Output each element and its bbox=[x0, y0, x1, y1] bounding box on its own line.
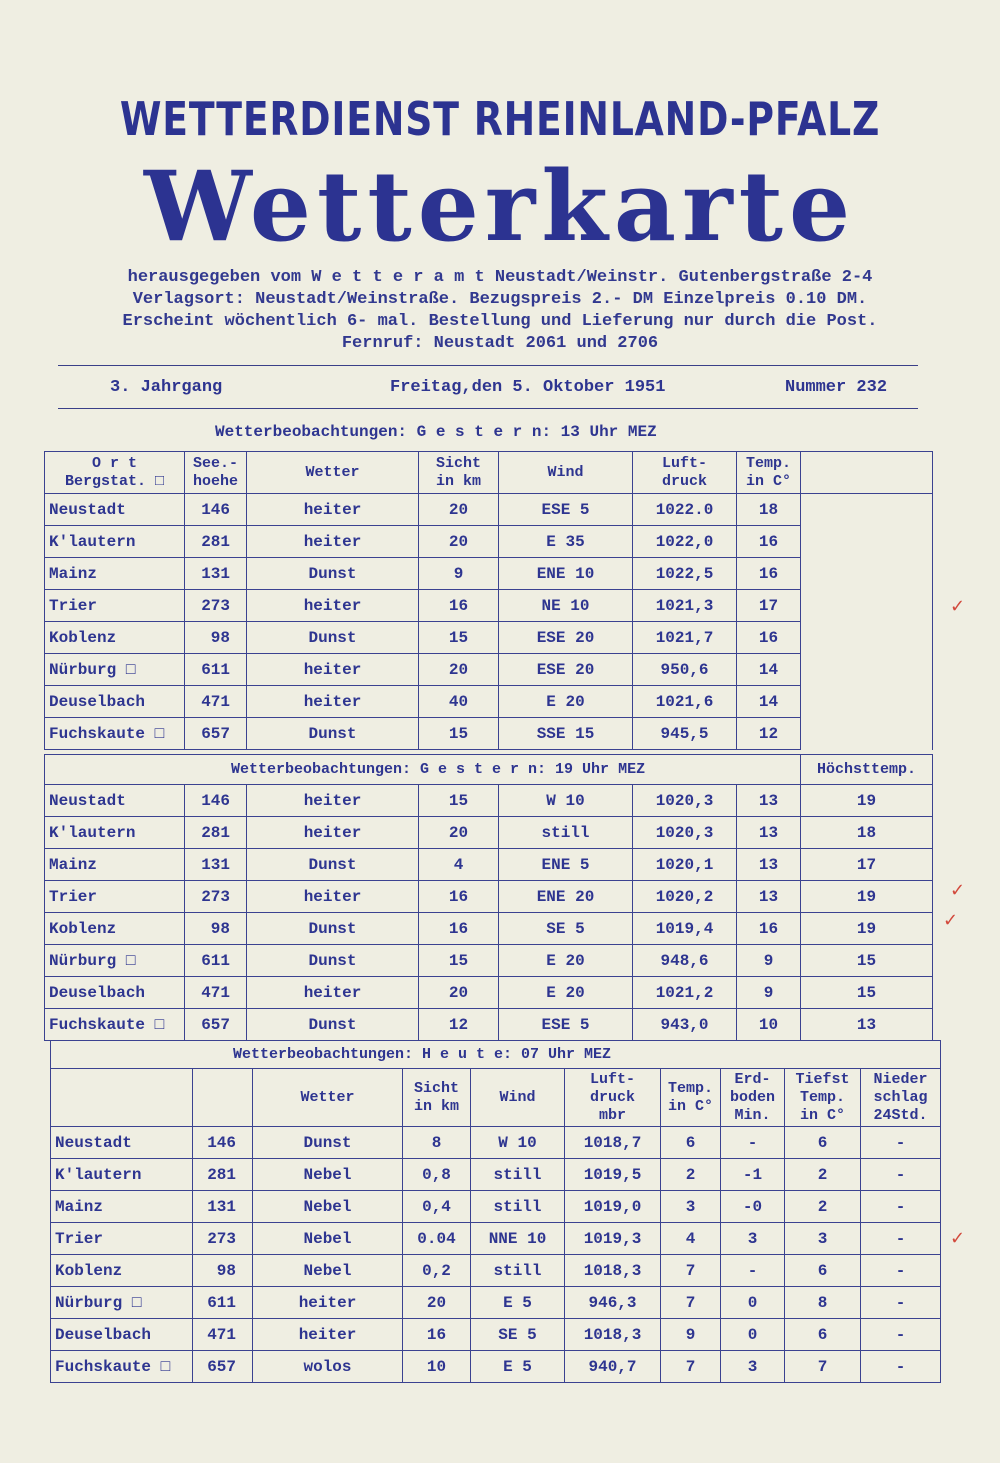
cell07h-col8: - bbox=[721, 1127, 785, 1159]
cell07h-wind: still bbox=[471, 1255, 565, 1287]
cell19h-wind: ENE 20 bbox=[499, 881, 633, 913]
cell19h-col8: 18 bbox=[801, 817, 933, 849]
cell07h-station: Neustadt bbox=[51, 1127, 193, 1159]
cell07h-wind: W 10 bbox=[471, 1127, 565, 1159]
cell13h-altitude: 146 bbox=[185, 494, 247, 526]
cell19h-weather: Dunst bbox=[247, 849, 419, 881]
col07h-header-2: Wetter bbox=[253, 1069, 403, 1127]
col13h-header-0: O r t Bergstat. □ bbox=[45, 452, 185, 494]
cell13h-temperature: 14 bbox=[737, 686, 801, 718]
table-row bbox=[45, 526, 933, 558]
cell07h-wind: E 5 bbox=[471, 1351, 565, 1383]
check-mark: ✓ bbox=[950, 1228, 966, 1249]
cell07h-col9: 6 bbox=[785, 1255, 861, 1287]
cell19h-wind: E 20 bbox=[499, 977, 633, 1009]
cell07h-altitude: 146 bbox=[193, 1127, 253, 1159]
cell13h-wind: SSE 15 bbox=[499, 718, 633, 750]
cell07h-wind: still bbox=[471, 1159, 565, 1191]
cell07h-temperature: 4 bbox=[661, 1223, 721, 1255]
cell13h-visibility: 15 bbox=[419, 622, 499, 654]
cell07h-altitude: 657 bbox=[193, 1351, 253, 1383]
cell19h-weather: Dunst bbox=[247, 945, 419, 977]
cell13h-wind: ESE 20 bbox=[499, 622, 633, 654]
cell19h-altitude: 273 bbox=[185, 881, 247, 913]
cell13h-pressure: 1021,7 bbox=[633, 622, 737, 654]
cell07h-altitude: 281 bbox=[193, 1159, 253, 1191]
table-row bbox=[45, 718, 933, 750]
cell19h-pressure: 1020,1 bbox=[633, 849, 737, 881]
table-row bbox=[45, 913, 933, 945]
table-row bbox=[45, 849, 933, 881]
cell07h-altitude: 611 bbox=[193, 1287, 253, 1319]
table-row bbox=[45, 590, 933, 622]
cell19h-altitude: 98 bbox=[185, 913, 247, 945]
check-mark: ✓ bbox=[950, 880, 966, 901]
cell19h-temperature: 9 bbox=[737, 945, 801, 977]
cell13h-pressure: 1022.0 bbox=[633, 494, 737, 526]
cell19h-altitude: 657 bbox=[185, 1009, 247, 1041]
cell13h-temperature: 16 bbox=[737, 622, 801, 654]
cell07h-temperature: 7 bbox=[661, 1255, 721, 1287]
cell19h-col8: 17 bbox=[801, 849, 933, 881]
cell13h-wind: ESE 20 bbox=[499, 654, 633, 686]
schedule-line: Erscheint wöchentlich 6- mal. Bestellung und Lieferung nur durch die Post. bbox=[122, 312, 878, 331]
cell07h-weather: heiter bbox=[253, 1287, 403, 1319]
header-rule-top bbox=[58, 365, 918, 366]
cell19h-weather: Dunst bbox=[247, 913, 419, 945]
cell07h-visibility: 0,4 bbox=[403, 1191, 471, 1223]
cell07h-weather: Nebel bbox=[253, 1159, 403, 1191]
cell13h-pressure: 950,6 bbox=[633, 654, 737, 686]
table-row bbox=[45, 785, 933, 817]
cell07h-temperature: 7 bbox=[661, 1351, 721, 1383]
cell19h-temperature: 13 bbox=[737, 849, 801, 881]
cell19h-col8: 15 bbox=[801, 977, 933, 1009]
cell13h-visibility: 20 bbox=[419, 494, 499, 526]
cell19h-temperature: 13 bbox=[737, 817, 801, 849]
observations-19h-table bbox=[44, 754, 933, 1041]
cell19h-temperature: 13 bbox=[737, 785, 801, 817]
cell07h-station: Fuchskaute □ bbox=[51, 1351, 193, 1383]
cell19h-visibility: 15 bbox=[419, 785, 499, 817]
cell13h-station: Deuselbach bbox=[45, 686, 185, 718]
blank-cell bbox=[801, 558, 933, 590]
issue-volume: 3. Jahrgang bbox=[110, 378, 223, 397]
cell07h-wind: SE 5 bbox=[471, 1319, 565, 1351]
check-mark: ✓ bbox=[950, 596, 966, 617]
col13h-header-7 bbox=[801, 452, 933, 494]
cell07h-weather: Nebel bbox=[253, 1191, 403, 1223]
cell19h-temperature: 13 bbox=[737, 881, 801, 913]
cell19h-weather: heiter bbox=[247, 881, 419, 913]
cell19h-station: Deuselbach bbox=[45, 977, 185, 1009]
cell19h-visibility: 20 bbox=[419, 817, 499, 849]
cell13h-temperature: 16 bbox=[737, 558, 801, 590]
issue-number: Nummer 232 bbox=[785, 378, 888, 397]
cell19h-weather: heiter bbox=[247, 817, 419, 849]
max-temp-header: Höchsttemp. bbox=[801, 755, 933, 785]
cell13h-weather: heiter bbox=[247, 654, 419, 686]
cell19h-weather: heiter bbox=[247, 785, 419, 817]
cell19h-station: Neustadt bbox=[45, 785, 185, 817]
cell07h-temperature: 3 bbox=[661, 1191, 721, 1223]
cell19h-visibility: 16 bbox=[419, 881, 499, 913]
cell07h-altitude: 471 bbox=[193, 1319, 253, 1351]
cell13h-wind: ENE 10 bbox=[499, 558, 633, 590]
table-row bbox=[45, 1009, 933, 1041]
table-row bbox=[51, 1127, 941, 1159]
place-line: Verlagsort: Neustadt/Weinstraße. Bezugspreis 2.- DM Einzelpreis 0.10 DM. bbox=[132, 290, 868, 309]
cell07h-visibility: 10 bbox=[403, 1351, 471, 1383]
cell13h-weather: heiter bbox=[247, 526, 419, 558]
cell07h-col8: 3 bbox=[721, 1223, 785, 1255]
blank-cell bbox=[801, 622, 933, 654]
cell13h-station: Nürburg □ bbox=[45, 654, 185, 686]
cell19h-pressure: 1021,2 bbox=[633, 977, 737, 1009]
cell07h-pressure: 940,7 bbox=[565, 1351, 661, 1383]
cell19h-wind: ENE 5 bbox=[499, 849, 633, 881]
cell07h-col10: - bbox=[861, 1127, 941, 1159]
col07h-header-5: Luft- druck mbr bbox=[565, 1069, 661, 1127]
cell07h-col10: - bbox=[861, 1255, 941, 1287]
cell13h-visibility: 40 bbox=[419, 686, 499, 718]
col13h-header-1: See.- hoehe bbox=[185, 452, 247, 494]
cell13h-temperature: 18 bbox=[737, 494, 801, 526]
cell07h-altitude: 131 bbox=[193, 1191, 253, 1223]
cell07h-station: Trier bbox=[51, 1223, 193, 1255]
cell19h-weather: Dunst bbox=[247, 1009, 419, 1041]
cell07h-col10: - bbox=[861, 1159, 941, 1191]
cell07h-col10: - bbox=[861, 1287, 941, 1319]
col07h-header-1 bbox=[193, 1069, 253, 1127]
cell19h-altitude: 611 bbox=[185, 945, 247, 977]
cell13h-visibility: 20 bbox=[419, 526, 499, 558]
cell19h-altitude: 281 bbox=[185, 817, 247, 849]
cell07h-station: Nürburg □ bbox=[51, 1287, 193, 1319]
cell13h-visibility: 9 bbox=[419, 558, 499, 590]
cell13h-station: Fuchskaute □ bbox=[45, 718, 185, 750]
cell07h-col9: 7 bbox=[785, 1351, 861, 1383]
cell13h-station: Trier bbox=[45, 590, 185, 622]
cell13h-wind: NE 10 bbox=[499, 590, 633, 622]
cell07h-col8: - bbox=[721, 1255, 785, 1287]
cell07h-wind: still bbox=[471, 1191, 565, 1223]
cell13h-temperature: 17 bbox=[737, 590, 801, 622]
cell19h-pressure: 1020,3 bbox=[633, 785, 737, 817]
observations-13h-table bbox=[44, 451, 933, 750]
cell07h-temperature: 2 bbox=[661, 1159, 721, 1191]
cell19h-temperature: 16 bbox=[737, 913, 801, 945]
cell07h-pressure: 1018,3 bbox=[565, 1255, 661, 1287]
cell19h-visibility: 20 bbox=[419, 977, 499, 1009]
cell13h-wind: E 35 bbox=[499, 526, 633, 558]
cell07h-altitude: 98 bbox=[193, 1255, 253, 1287]
cell19h-pressure: 1020,2 bbox=[633, 881, 737, 913]
cell13h-temperature: 16 bbox=[737, 526, 801, 558]
cell13h-altitude: 273 bbox=[185, 590, 247, 622]
cell13h-pressure: 1022,5 bbox=[633, 558, 737, 590]
cell07h-station: Deuselbach bbox=[51, 1319, 193, 1351]
cell07h-pressure: 1019,5 bbox=[565, 1159, 661, 1191]
check-mark: ✓ bbox=[943, 910, 959, 931]
cell07h-col9: 2 bbox=[785, 1159, 861, 1191]
issue-date: Freitag,den 5. Oktober 1951 bbox=[390, 378, 666, 397]
cell07h-visibility: 0,2 bbox=[403, 1255, 471, 1287]
cell07h-temperature: 9 bbox=[661, 1319, 721, 1351]
cell07h-visibility: 8 bbox=[403, 1127, 471, 1159]
cell07h-col10: - bbox=[861, 1319, 941, 1351]
cell07h-col9: 3 bbox=[785, 1223, 861, 1255]
cell13h-weather: Dunst bbox=[247, 718, 419, 750]
cell13h-altitude: 98 bbox=[185, 622, 247, 654]
header-rule-bottom bbox=[58, 408, 918, 409]
cell07h-station: Mainz bbox=[51, 1191, 193, 1223]
cell19h-visibility: 16 bbox=[419, 913, 499, 945]
cell19h-wind: ESE 5 bbox=[499, 1009, 633, 1041]
cell07h-pressure: 1018,7 bbox=[565, 1127, 661, 1159]
table-row bbox=[45, 817, 933, 849]
col13h-header-5: Luft- druck bbox=[633, 452, 737, 494]
cell19h-wind: W 10 bbox=[499, 785, 633, 817]
cell07h-weather: Nebel bbox=[253, 1255, 403, 1287]
cell07h-weather: wolos bbox=[253, 1351, 403, 1383]
cell07h-col8: 0 bbox=[721, 1319, 785, 1351]
cell19h-altitude: 146 bbox=[185, 785, 247, 817]
cell13h-wind: ESE 5 bbox=[499, 494, 633, 526]
col13h-header-6: Temp. in C° bbox=[737, 452, 801, 494]
cell07h-temperature: 6 bbox=[661, 1127, 721, 1159]
cell19h-station: K'lautern bbox=[45, 817, 185, 849]
blank-cell bbox=[801, 718, 933, 750]
cell13h-weather: Dunst bbox=[247, 622, 419, 654]
table-row bbox=[45, 654, 933, 686]
table-row bbox=[45, 622, 933, 654]
cell07h-visibility: 0.04 bbox=[403, 1223, 471, 1255]
cell07h-col8: 3 bbox=[721, 1351, 785, 1383]
cell13h-altitude: 611 bbox=[185, 654, 247, 686]
masthead-title: Wetterkarte bbox=[143, 150, 857, 263]
col13h-header-2: Wetter bbox=[247, 452, 419, 494]
cell19h-station: Mainz bbox=[45, 849, 185, 881]
cell07h-pressure: 1019,3 bbox=[565, 1223, 661, 1255]
table-row bbox=[45, 686, 933, 718]
cell19h-temperature: 10 bbox=[737, 1009, 801, 1041]
cell19h-col8: 19 bbox=[801, 785, 933, 817]
cell07h-visibility: 0,8 bbox=[403, 1159, 471, 1191]
table-row bbox=[51, 1223, 941, 1255]
section2-caption: Wetterbeobachtungen: G e s t e r n: 19 Uhr MEZ bbox=[45, 755, 801, 785]
cell07h-station: K'lautern bbox=[51, 1159, 193, 1191]
col07h-header-8: Tiefst Temp. in C° bbox=[785, 1069, 861, 1127]
cell07h-weather: heiter bbox=[253, 1319, 403, 1351]
cell19h-station: Fuchskaute □ bbox=[45, 1009, 185, 1041]
blank-cell bbox=[801, 526, 933, 558]
cell07h-col8: 0 bbox=[721, 1287, 785, 1319]
cell13h-altitude: 131 bbox=[185, 558, 247, 590]
col13h-header-3: Sicht in km bbox=[419, 452, 499, 494]
phone-line: Fernruf: Neustadt 2061 und 2706 bbox=[341, 334, 659, 353]
cell07h-col10: - bbox=[861, 1223, 941, 1255]
cell19h-station: Trier bbox=[45, 881, 185, 913]
cell19h-station: Nürburg □ bbox=[45, 945, 185, 977]
cell07h-wind: E 5 bbox=[471, 1287, 565, 1319]
table-row bbox=[45, 558, 933, 590]
cell07h-col8: -0 bbox=[721, 1191, 785, 1223]
publisher-line: herausgegeben vom W e t t e r a m t Neustadt/Weinstr. Gutenbergstraße 2-4 bbox=[127, 268, 873, 287]
cell19h-pressure: 943,0 bbox=[633, 1009, 737, 1041]
cell13h-station: Koblenz bbox=[45, 622, 185, 654]
cell07h-col9: 6 bbox=[785, 1127, 861, 1159]
cell13h-altitude: 471 bbox=[185, 686, 247, 718]
table-row bbox=[45, 881, 933, 913]
blank-cell bbox=[801, 494, 933, 526]
observations-07h-table bbox=[50, 1040, 941, 1383]
cell19h-pressure: 1020,3 bbox=[633, 817, 737, 849]
table-row bbox=[51, 1319, 941, 1351]
cell19h-pressure: 948,6 bbox=[633, 945, 737, 977]
cell07h-temperature: 7 bbox=[661, 1287, 721, 1319]
cell07h-visibility: 20 bbox=[403, 1287, 471, 1319]
col07h-header-3: Sicht in km bbox=[403, 1069, 471, 1127]
cell07h-col10: - bbox=[861, 1191, 941, 1223]
cell13h-temperature: 12 bbox=[737, 718, 801, 750]
blank-cell bbox=[801, 590, 933, 622]
cell07h-col9: 6 bbox=[785, 1319, 861, 1351]
cell07h-col9: 8 bbox=[785, 1287, 861, 1319]
cell19h-col8: 19 bbox=[801, 881, 933, 913]
cell19h-station: Koblenz bbox=[45, 913, 185, 945]
cell07h-weather: Nebel bbox=[253, 1223, 403, 1255]
table-row bbox=[51, 1287, 941, 1319]
cell07h-station: Koblenz bbox=[51, 1255, 193, 1287]
blank-cell bbox=[801, 654, 933, 686]
table-row bbox=[45, 977, 933, 1009]
cell13h-weather: Dunst bbox=[247, 558, 419, 590]
cell07h-weather: Dunst bbox=[253, 1127, 403, 1159]
cell19h-wind: E 20 bbox=[499, 945, 633, 977]
cell13h-weather: heiter bbox=[247, 590, 419, 622]
table-row bbox=[51, 1159, 941, 1191]
cell13h-visibility: 16 bbox=[419, 590, 499, 622]
cell13h-weather: heiter bbox=[247, 494, 419, 526]
section3-caption: Wetterbeobachtungen: H e u t e: 07 Uhr MEZ bbox=[51, 1041, 941, 1069]
col07h-header-7: Erd- boden Min. bbox=[721, 1069, 785, 1127]
cell13h-station: Neustadt bbox=[45, 494, 185, 526]
cell13h-visibility: 15 bbox=[419, 718, 499, 750]
cell13h-pressure: 1021,3 bbox=[633, 590, 737, 622]
cell13h-pressure: 945,5 bbox=[633, 718, 737, 750]
cell19h-visibility: 4 bbox=[419, 849, 499, 881]
cell19h-col8: 13 bbox=[801, 1009, 933, 1041]
table-row bbox=[45, 494, 933, 526]
cell13h-altitude: 281 bbox=[185, 526, 247, 558]
cell07h-col9: 2 bbox=[785, 1191, 861, 1223]
section1-caption: Wetterbeobachtungen: G e s t e r n: 13 Uhr MEZ bbox=[215, 423, 657, 441]
cell13h-visibility: 20 bbox=[419, 654, 499, 686]
cell07h-visibility: 16 bbox=[403, 1319, 471, 1351]
cell19h-col8: 19 bbox=[801, 913, 933, 945]
cell13h-station: K'lautern bbox=[45, 526, 185, 558]
cell19h-visibility: 12 bbox=[419, 1009, 499, 1041]
cell13h-weather: heiter bbox=[247, 686, 419, 718]
blank-cell bbox=[801, 686, 933, 718]
cell13h-altitude: 657 bbox=[185, 718, 247, 750]
cell13h-pressure: 1022,0 bbox=[633, 526, 737, 558]
table-row bbox=[51, 1191, 941, 1223]
cell19h-temperature: 9 bbox=[737, 977, 801, 1009]
cell13h-wind: E 20 bbox=[499, 686, 633, 718]
cell19h-weather: heiter bbox=[247, 977, 419, 1009]
cell07h-col8: -1 bbox=[721, 1159, 785, 1191]
cell19h-altitude: 131 bbox=[185, 849, 247, 881]
col07h-header-9: Nieder schlag 24Std. bbox=[861, 1069, 941, 1127]
table-row bbox=[51, 1255, 941, 1287]
col07h-header-4: Wind bbox=[471, 1069, 565, 1127]
table-row bbox=[45, 945, 933, 977]
table-row bbox=[51, 1351, 941, 1383]
cell19h-col8: 15 bbox=[801, 945, 933, 977]
cell07h-wind: NNE 10 bbox=[471, 1223, 565, 1255]
cell07h-pressure: 1019,0 bbox=[565, 1191, 661, 1223]
cell07h-col10: - bbox=[861, 1351, 941, 1383]
cell19h-wind: still bbox=[499, 817, 633, 849]
col07h-header-6: Temp. in C° bbox=[661, 1069, 721, 1127]
masthead-service-name: WETTERDIENST RHEINLAND-PFALZ bbox=[119, 92, 881, 146]
cell07h-altitude: 273 bbox=[193, 1223, 253, 1255]
cell13h-temperature: 14 bbox=[737, 654, 801, 686]
cell19h-wind: SE 5 bbox=[499, 913, 633, 945]
col07h-header-0 bbox=[51, 1069, 193, 1127]
cell07h-pressure: 946,3 bbox=[565, 1287, 661, 1319]
col13h-header-4: Wind bbox=[499, 452, 633, 494]
cell13h-pressure: 1021,6 bbox=[633, 686, 737, 718]
cell19h-pressure: 1019,4 bbox=[633, 913, 737, 945]
cell19h-visibility: 15 bbox=[419, 945, 499, 977]
cell19h-altitude: 471 bbox=[185, 977, 247, 1009]
cell13h-station: Mainz bbox=[45, 558, 185, 590]
cell07h-pressure: 1018,3 bbox=[565, 1319, 661, 1351]
